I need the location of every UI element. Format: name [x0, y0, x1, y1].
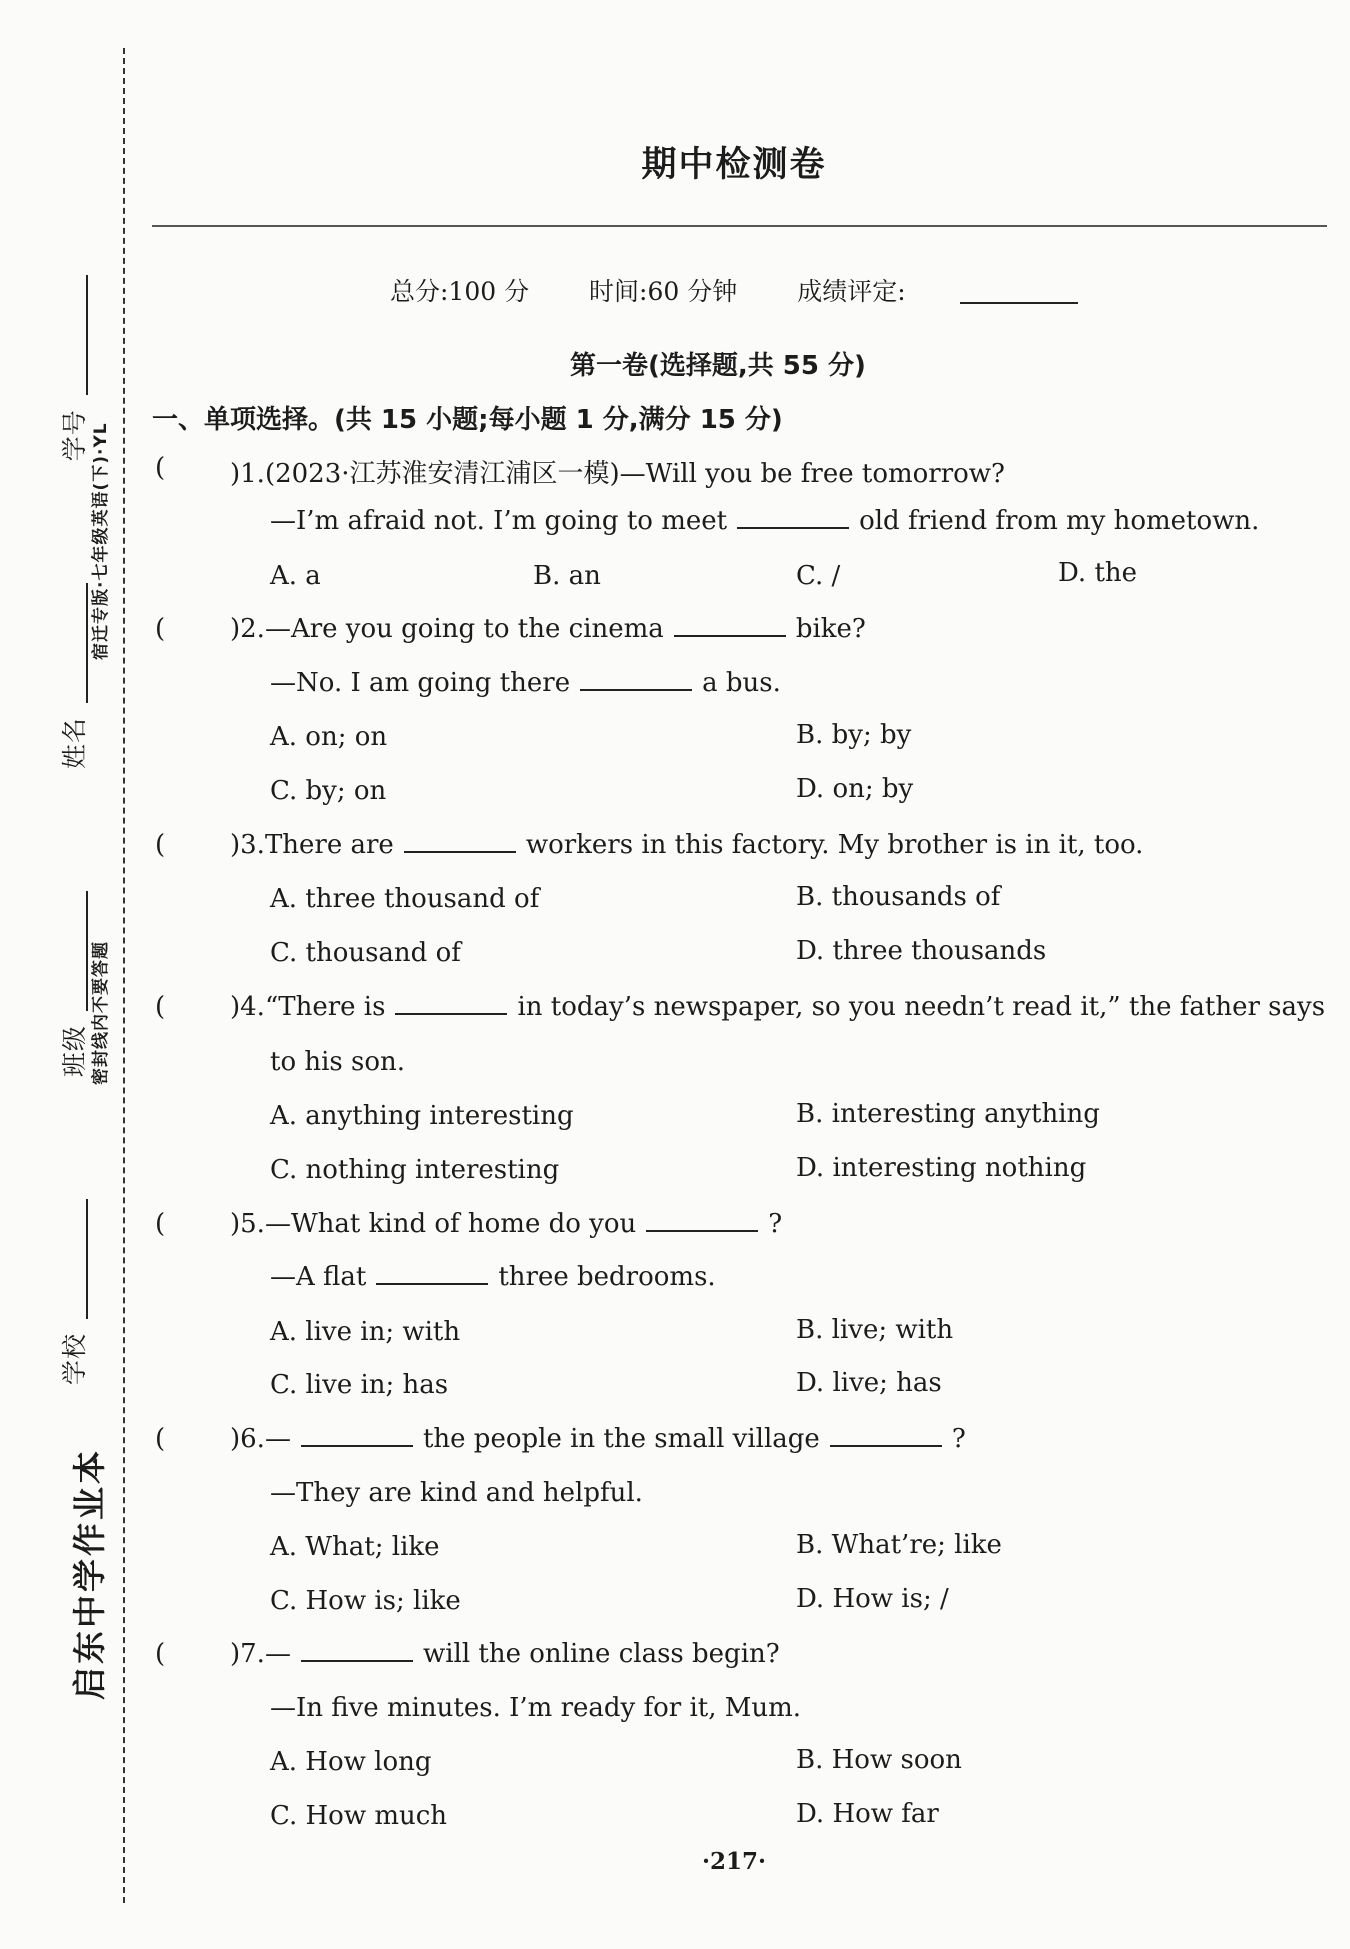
option-5b[interactable]: B. live; with [796, 1315, 954, 1345]
id-field[interactable] [64, 275, 88, 395]
answer-paren-4[interactable]: ( [155, 992, 166, 1022]
answer-paren-1[interactable]: ( [155, 453, 166, 483]
question-7-stem: )7.— will the online class begin? [230, 1639, 780, 1669]
option-1a[interactable]: A. a [270, 561, 321, 591]
question-1-stem: )1.(2023·江苏淮安清江浦区一模)—Will you be free tomorrow? [230, 459, 1006, 489]
question-2-stem: )2.—Are you going to the cinema bike? [230, 614, 866, 644]
option-6d[interactable]: D. How is; / [796, 1584, 949, 1614]
answer-paren-6[interactable]: ( [155, 1424, 166, 1454]
school-label: 学校 [60, 1332, 89, 1385]
option-4a[interactable]: A. anything interesting [270, 1101, 574, 1131]
answer-paren-3[interactable]: ( [155, 830, 166, 860]
total-score: 总分:100 分 [390, 277, 530, 306]
option-4d[interactable]: D. interesting nothing [796, 1153, 1087, 1183]
question-6-stem: )6.— the people in the small village ? [230, 1424, 966, 1454]
section-heading: 一、单项选择。(共 15 小题;每小题 1 分,满分 15 分) [152, 405, 783, 435]
question-4-stem: )4.“There is in today’s newspaper, so you needn’t read it,” the father says [230, 992, 1326, 1022]
name-field[interactable] [64, 583, 88, 703]
class-label: 班级 [60, 1025, 89, 1078]
option-6c[interactable]: C. How is; like [270, 1586, 461, 1616]
edition-label: 宿迁专版·七年级英语(下)·YL [91, 422, 111, 660]
question-1-line2: —I’m afraid not. I’m going to meet old friend from my hometown. [270, 506, 1260, 536]
binding-margin [0, 0, 130, 1949]
seal-warning: 密封线内不要答题 [91, 941, 111, 1085]
exam-meta [390, 272, 1130, 308]
question-6-line2: —They are kind and helpful. [270, 1478, 643, 1508]
option-1b[interactable]: B. an [533, 561, 601, 591]
question-3-stem: )3.There are workers in this factory. My brother is in it, too. [230, 830, 1144, 860]
seal-dashed-line [123, 48, 125, 1903]
option-3c[interactable]: C. thousand of [270, 938, 461, 968]
grade-field[interactable] [960, 302, 1078, 304]
option-6b[interactable]: B. What’re; like [796, 1530, 1002, 1560]
option-7a[interactable]: A. How long [270, 1747, 432, 1777]
question-5-line2: —A flat three bedrooms. [270, 1262, 716, 1292]
option-1d[interactable]: D. the [1058, 558, 1138, 588]
answer-paren-5[interactable]: ( [155, 1209, 166, 1239]
option-5c[interactable]: C. live in; has [270, 1370, 449, 1400]
answer-paren-2[interactable]: ( [155, 614, 166, 644]
page-title: 期中检测卷 [641, 145, 827, 185]
question-5-stem: )5.—What kind of home do you ? [230, 1209, 783, 1239]
class-field[interactable] [64, 891, 88, 1011]
option-5d[interactable]: D. live; has [796, 1368, 942, 1398]
option-7b[interactable]: B. How soon [796, 1745, 962, 1775]
option-7c[interactable]: C. How much [270, 1801, 448, 1831]
school-field[interactable] [64, 1199, 88, 1319]
option-1c[interactable]: C. / [796, 561, 841, 591]
option-4b[interactable]: B. interesting anything [796, 1099, 1100, 1129]
option-4c[interactable]: C. nothing interesting [270, 1155, 560, 1185]
question-7-line2: —In five minutes. I’m ready for it, Mum. [270, 1693, 802, 1723]
option-2b[interactable]: B. by; by [796, 720, 912, 750]
option-2a[interactable]: A. on; on [270, 722, 388, 752]
option-7d[interactable]: D. How far [796, 1799, 939, 1829]
option-3d[interactable]: D. three thousands [796, 936, 1047, 966]
page-number: ·217· [701, 1848, 767, 1875]
option-3b[interactable]: B. thousands of [796, 882, 1001, 912]
question-4-line2: to his son. [270, 1047, 406, 1077]
title-divider [152, 225, 1327, 227]
brand-text: 启东中学作业本 [70, 1448, 109, 1700]
option-5a[interactable]: A. live in; with [270, 1317, 461, 1347]
grade-label: 成绩评定: [797, 277, 906, 306]
answer-paren-7[interactable]: ( [155, 1639, 166, 1669]
id-label: 学号 [60, 409, 89, 462]
name-label: 姓名 [60, 717, 89, 770]
option-6a[interactable]: A. What; like [270, 1532, 440, 1562]
part-heading: 第一卷(选择题,共 55 分) [570, 351, 866, 381]
option-2d[interactable]: D. on; by [796, 774, 914, 804]
option-3a[interactable]: A. three thousand of [270, 884, 540, 914]
question-2-line2: —No. I am going there a bus. [270, 668, 781, 698]
exam-time: 时间:60 分钟 [589, 277, 738, 306]
option-2c[interactable]: C. by; on [270, 776, 387, 806]
